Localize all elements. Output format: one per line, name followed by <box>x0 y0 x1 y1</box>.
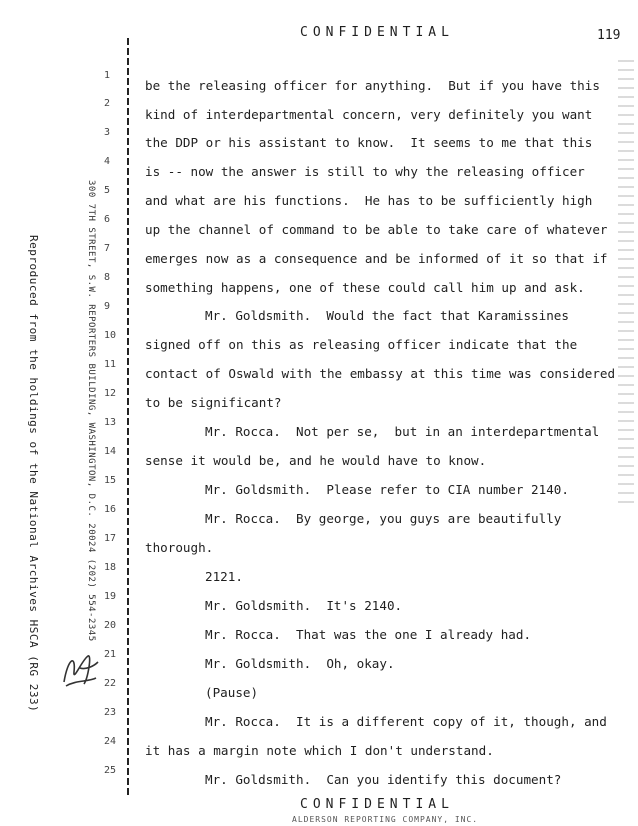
archive-provenance-note: Reproduced from the holdings of the National Archives HSCA (RG 233) <box>27 235 40 713</box>
line-number: 19 <box>104 591 117 602</box>
transcript-line: (Pause) <box>205 685 259 700</box>
header-confidential: CONFIDENTIAL <box>300 25 454 40</box>
line-number: 10 <box>104 330 117 341</box>
transcript-line: Mr. Goldsmith. Oh, okay. <box>205 656 395 671</box>
transcript-line: is -- now the answer is still to why the releasing officer <box>145 164 585 179</box>
line-number: 13 <box>104 417 117 428</box>
line-number: 11 <box>104 359 117 370</box>
footer-confidential: CONFIDENTIAL <box>300 797 454 812</box>
transcript-line: kind of interdepartmental concern, very definitely you want <box>145 107 593 122</box>
transcript-line: sense it would be, and he would have to know. <box>145 453 487 468</box>
transcript-line: Mr. Goldsmith. Please refer to CIA number 2140. <box>205 482 569 497</box>
line-number: 20 <box>104 620 117 631</box>
line-number: 17 <box>104 533 117 544</box>
transcript-line: Mr. Rocca. It is a different copy of it, though, and <box>205 714 607 729</box>
line-number: 21 <box>104 649 117 660</box>
line-number: 12 <box>104 388 117 399</box>
transcript-line: contact of Oswald with the embassy at this time was considered <box>145 366 616 381</box>
line-number: 22 <box>104 678 117 689</box>
line-number: 4 <box>104 156 111 167</box>
line-number: 2 <box>104 98 111 109</box>
transcript-line: thorough. <box>145 540 214 555</box>
line-number: 23 <box>104 707 117 718</box>
line-number: 18 <box>104 562 117 573</box>
transcript-line: and what are his functions. He has to be sufficiently high <box>145 193 593 208</box>
transcript-line: emerges now as a consequence and be informed of it so that if <box>145 251 608 266</box>
line-number: 3 <box>104 127 111 138</box>
reporter-address-note: 300 7TH STREET, S.W. REPORTERS BUILDING, WASHINGTON, D.C. 20024 (202) 554-2345 <box>86 180 96 642</box>
transcript-line: Mr. Rocca. Not per se, but in an interdepartmental <box>205 424 600 439</box>
line-number: 14 <box>104 446 117 457</box>
transcript-line: Mr. Rocca. By george, you guys are beautifully <box>205 511 562 526</box>
transcript-line: Mr. Rocca. That was the one I already had. <box>205 627 532 642</box>
reporting-company: ALDERSON REPORTING COMPANY, INC. <box>292 815 479 824</box>
line-number: 1 <box>104 70 111 81</box>
transcript-line: up the channel of command to be able to take care of whatever <box>145 222 608 237</box>
transcript-line: be the releasing officer for anything. But if you have this <box>145 78 600 93</box>
line-number: 5 <box>104 185 111 196</box>
transcript-line: 2121. <box>205 569 243 584</box>
line-number: 16 <box>104 504 117 515</box>
transcript-line: it has a margin note which I don't understand. <box>145 743 494 758</box>
transcript-line: Mr. Goldsmith. It's 2140. <box>205 598 403 613</box>
transcript-line: Mr. Goldsmith. Can you identify this document? <box>205 772 562 787</box>
transcript-line: Mr. Goldsmith. Would the fact that Karamissines <box>205 308 569 323</box>
transcript-line: to be significant? <box>145 395 282 410</box>
transcript-line: signed off on this as releasing officer indicate that the <box>145 337 578 352</box>
line-number: 24 <box>104 736 117 747</box>
line-number: 25 <box>104 765 117 776</box>
transcript-line: the DDP or his assistant to know. It seems to me that this <box>145 135 593 150</box>
line-number: 9 <box>104 301 111 312</box>
handwritten-initials-mark <box>58 648 102 690</box>
page-number: 119 <box>597 28 621 43</box>
page-edge-scan-noise <box>618 60 634 510</box>
line-number: 8 <box>104 272 111 283</box>
line-number: 6 <box>104 214 111 225</box>
margin-rule <box>127 38 129 798</box>
transcript-line: something happens, one of these could call him up and ask. <box>145 280 585 295</box>
line-number: 7 <box>104 243 111 254</box>
line-number: 15 <box>104 475 117 486</box>
